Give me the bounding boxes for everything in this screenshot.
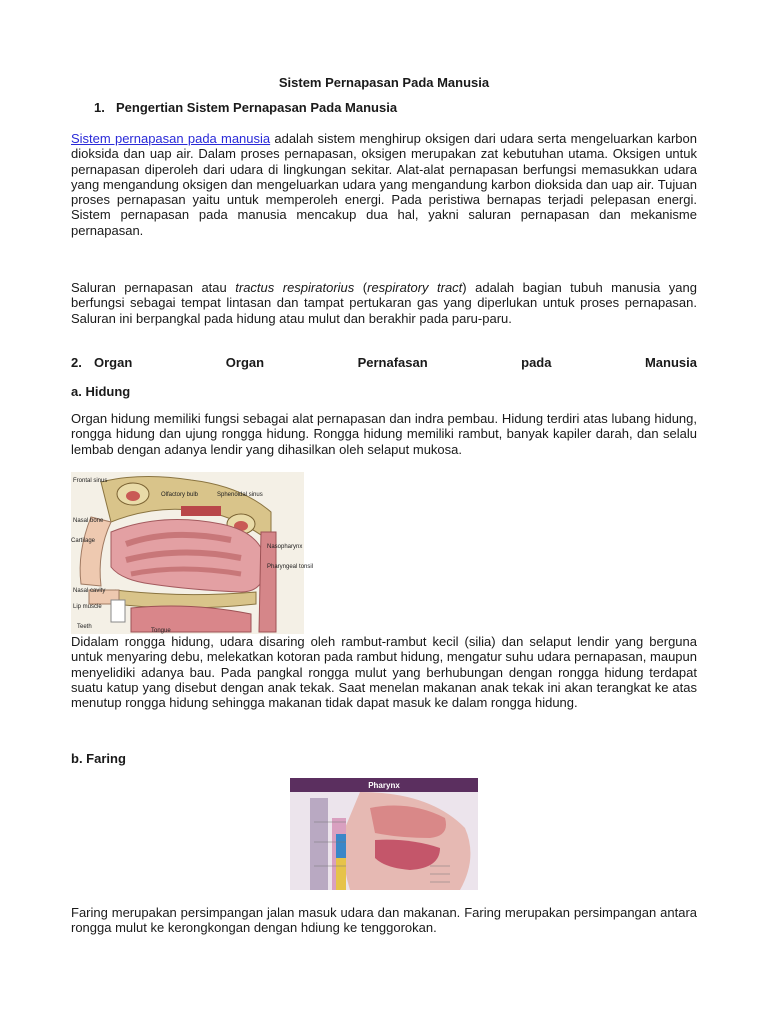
label-cartilage: Cartilage xyxy=(71,538,96,544)
pharynx-illustration xyxy=(290,778,478,890)
label-lip-muscle: Lip muscle xyxy=(73,604,102,610)
section-2-number: 2. xyxy=(71,355,82,370)
section-1-paragraph-2 xyxy=(71,280,697,326)
label-tongue: Tongue xyxy=(151,628,171,634)
label-olfactory-bulb: Olfactory bulb xyxy=(161,492,199,498)
section-1-paragraph-1-text: adalah sistem menghirup oksigen dari udara serta mengeluarkan karbon dioksida dan uap air. Dalam proses pernapasan, oksigen merupakan zat kebutuhan utama. Oksigen untuk pernapasan diperoleh dari udara di lingkungan sekitar. Alat-alat pernapasan berfungsi memasukkan udara yang mengandung oksigen dan mengeluarkan udara yang mengandung karbon dioksida dan uap air. Tujuan proses pernapasan yaitu untuk memperoleh energi. Pada peristiwa bernapas terjadi pelepasan energi. Sistem pernapasan pada manusia mencakup dua hal, yakni saluran pernapasan dan mekanisme pernapasan. xyxy=(71,131,697,238)
section-2-word-2: Organ xyxy=(225,355,265,370)
label-sphenoidal-sinus: Sphenoidal sinus xyxy=(217,492,263,498)
para2-italic-english: respiratory tract xyxy=(367,280,463,295)
section-2-heading xyxy=(71,355,697,370)
label-frontal-sinus: Frontal sinus xyxy=(73,478,108,484)
para2-text-c: ) adalah bagian tubuh manusia yang berfungsi sebagai tempat lintasan dan tampat pertukaran gas yang diperlukan untuk proses pernapasan. Saluran ini berpangkal pada hidung atau mulut dan berakhir pada paru-paru. xyxy=(71,280,697,326)
para2-italic-latin: tractus respiratorius xyxy=(235,280,355,295)
section-2-word-5: Manusia xyxy=(644,355,697,370)
para2-text-a: Saluran pernapasan atau xyxy=(71,280,236,295)
hidung-paragraph-2: Didalam rongga hidung, udara disaring oleh rambut-rambut kecil (silia) dan selaput lendir yang berguna untuk menyaring debu, melekatkan kotoran pada rambut hidung, mengatur suhu udara pernapasan, maupun menyelidiki adanya bau. Pada pangkal rongga mulut yang berhubungan dengan rongga hidung terdapat suatu katup yang disebut dengan anak tekak. Saat menelan makanan anak tekak ini akan terangkat ke atas menutup rongga hidung sehingga makanan tidak dapat masuk ke dalam rongga hidung. xyxy=(71,634,697,711)
faring-paragraph-1: Faring merupakan persimpangan jalan masuk udara dan makanan. Faring merupakan persimpangan antara rongga mulut ke kerongkongan dengan hdiung ke tenggorokan. xyxy=(71,905,697,936)
faring-heading: b. Faring xyxy=(71,751,126,766)
hidung-paragraph-1: Organ hidung memiliki fungsi sebagai alat pernapasan dan indra pembau. Hidung terdiri atas lubang hidung, rongga hidung dan ujung rongga hidung. Rongga hidung memiliki rambut, banyak kapiler darah, dan selalu lembab dengan adanya lendir yang dihasilkan oleh selaput mukosa. xyxy=(71,411,697,457)
section-1-paragraph-1 xyxy=(71,131,697,238)
label-nasal-cavity: Nasal cavity xyxy=(73,588,106,594)
hidung-heading: a. Hidung xyxy=(71,384,131,399)
nose-anatomy-illustration xyxy=(71,472,314,634)
nose-anatomy-figure xyxy=(71,472,314,634)
section-2-word-1: Organ xyxy=(94,355,133,370)
section-2-word-4: pada xyxy=(521,355,552,370)
label-nasopharynx: Nasopharynx xyxy=(267,544,303,550)
para2-text-b: ( xyxy=(354,280,368,295)
label-nasal-bone: Nasal bone xyxy=(73,518,104,524)
pharynx-figure-title: Pharynx xyxy=(368,781,400,790)
pharynx-figure xyxy=(290,778,478,890)
label-teeth: Teeth xyxy=(77,624,92,630)
label-pharyngeal-tonsil: Pharyngeal tonsil xyxy=(267,564,314,570)
section-1-heading xyxy=(94,100,397,115)
sistem-pernapasan-link[interactable]: Sistem pernapasan pada manusia xyxy=(71,131,271,146)
section-1-heading-text: Pengertian Sistem Pernapasan Pada Manusia xyxy=(116,100,398,115)
section-2-word-3: Pernafasan xyxy=(357,355,428,370)
section-1-number: 1. xyxy=(94,100,105,115)
document-title: Sistem Pernapasan Pada Manusia xyxy=(278,75,490,90)
